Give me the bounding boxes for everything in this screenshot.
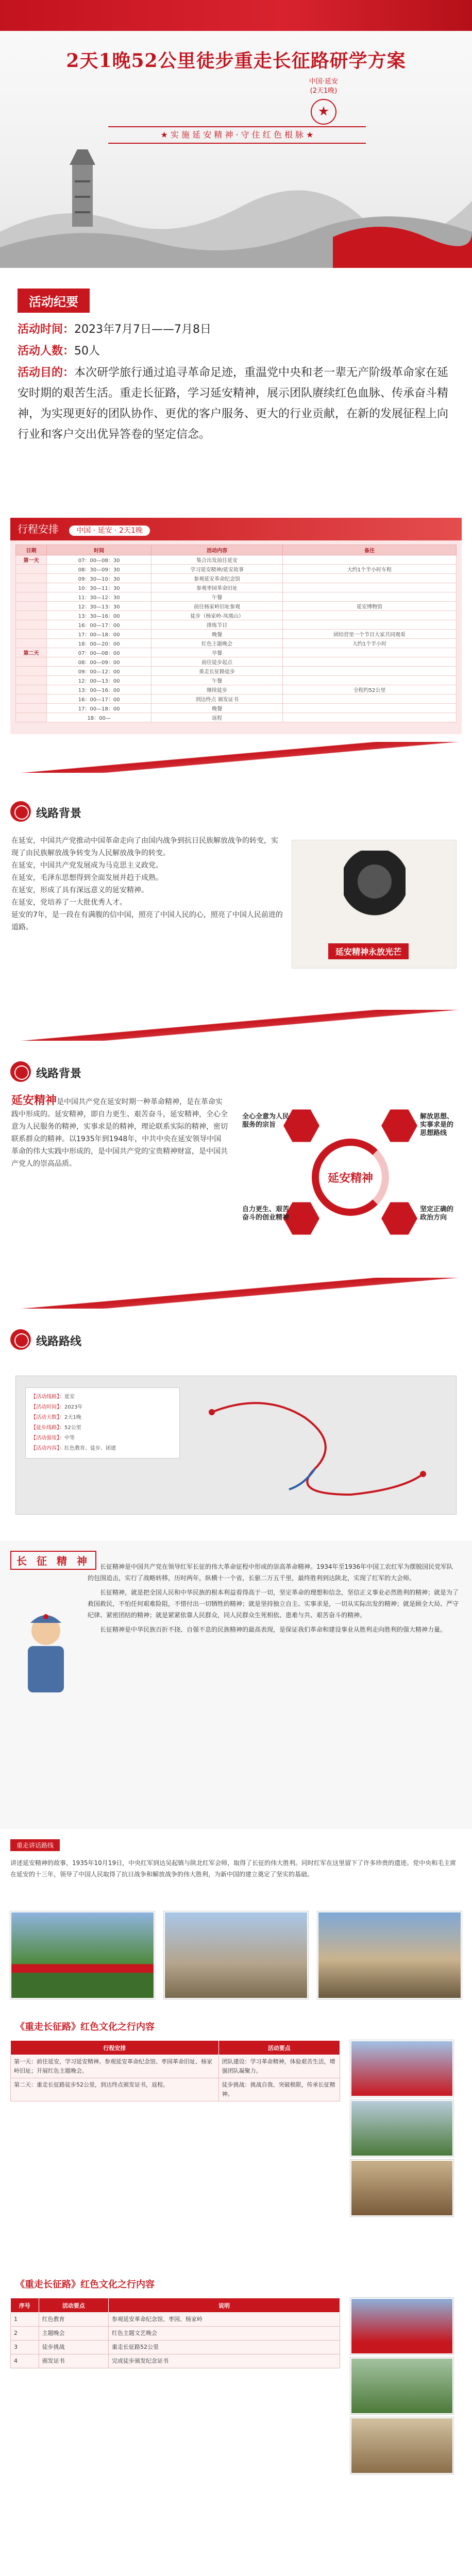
culture-side-photos xyxy=(350,2040,453,2219)
table-cell: 全程约52公里 xyxy=(283,685,457,694)
table-row xyxy=(16,713,457,722)
table-row xyxy=(11,2354,340,2368)
table-cell: 红色教育 xyxy=(39,2313,108,2327)
people-key: 活动人数： xyxy=(18,345,75,358)
table-cell: 集合出发前往延安 xyxy=(151,555,283,565)
itinerary-body xyxy=(16,555,457,722)
time-key: 活动时间： xyxy=(18,323,75,336)
table-row xyxy=(16,667,457,676)
info-value: 52公里 xyxy=(64,1425,81,1431)
purpose-key: 活动目的： xyxy=(18,366,75,379)
info-key: 【活动时间】： xyxy=(31,1404,64,1410)
table-cell: 徒步挑战：挑战自我、突破极限，传承长征精神。 xyxy=(218,2078,340,2102)
culture-1-header-row xyxy=(11,2041,340,2055)
table-cell: 晚餐 xyxy=(151,704,283,713)
table-cell: 参观枣园革命旧址 xyxy=(151,583,283,592)
column-header: 行程安排 xyxy=(11,2041,219,2055)
table-cell: 前往杨家岭旧址参观 xyxy=(151,602,283,611)
time-value: 2023年7月7日——7月8日 xyxy=(74,323,211,336)
table-cell: 重走长征路徒步 xyxy=(151,667,283,676)
portrait-caption: 延安精神永放光芒 xyxy=(328,943,409,959)
table-cell: 17：00—18：00 xyxy=(47,704,151,713)
table-cell: 到达终点 颁发证书 xyxy=(151,694,283,704)
background-paragraph: 在延安，形成了具有深远意义的延安精神。 xyxy=(11,886,148,894)
table-cell xyxy=(16,583,47,592)
long-march-text xyxy=(88,1561,459,1638)
table-cell xyxy=(283,555,457,565)
table-row xyxy=(11,2341,340,2354)
table-row xyxy=(16,592,457,602)
table-cell xyxy=(16,657,47,667)
table-cell: 延安博物馆 xyxy=(283,602,457,611)
background-paragraph: 在延安，中国共产党推动中国革命走向了由国内战争到抗日民族解放战争的转变，实现了由民族解放战争转变为人民解放战争的转变。 xyxy=(11,837,278,857)
table-row xyxy=(16,602,457,611)
table-cell: 继续徒步 xyxy=(151,685,283,694)
side-photo xyxy=(350,2298,453,2354)
top-red-band xyxy=(0,0,472,31)
table-row xyxy=(16,676,457,685)
route-path-illustration xyxy=(186,1381,444,1510)
table-cell: 09：30—10：30 xyxy=(47,574,151,583)
slogan-text: 实 施 延 安 精 神 · 守 住 红 色 根 脉 xyxy=(170,130,304,140)
culture-2-header-row xyxy=(11,2298,340,2313)
activity-purpose-row xyxy=(18,363,450,445)
table-cell: 红色主题晚会 xyxy=(151,639,283,648)
culture-1-body xyxy=(11,2055,340,2102)
table-row xyxy=(16,704,457,713)
table-row xyxy=(16,648,457,657)
table-cell: 参观延安革命纪念馆、枣园、杨家岭 xyxy=(109,2313,340,2327)
info-key: 【活动内容】： xyxy=(31,1446,64,1451)
table-cell: 完成徒步颁发纪念证书 xyxy=(109,2354,340,2368)
table-cell: 颁发证书 xyxy=(39,2354,108,2368)
table-cell: 第一天：前往延安，学习延安精神。参观延安革命纪念馆、枣园革命旧址、杨家岭旧址；开展红色主题晚会。 xyxy=(11,2055,219,2078)
long-march-paragraph: 长征精神，就是把全国人民和中华民族的根本利益看得高于一切，坚定革命的理想和信念，坚信正义事业必然胜利的精神；就是为了救国救民，不怕任何艰难险阻，不惜付出一切牺牲的精神；就是坚持独立自主、实事求是，一切从实际出发的精神；就是顾全大局、严守纪律、紧密团结的精神；就是紧紧依靠人民群众，同人民群众生死相依、患难与共、艰苦奋斗的精神。 xyxy=(88,1589,459,1619)
route-info-row xyxy=(31,1402,174,1413)
table-cell: 4 xyxy=(11,2354,39,2368)
table-cell xyxy=(16,685,47,694)
table-cell: 大约1个半小时车程 xyxy=(283,565,457,574)
long-march-spirit-section xyxy=(0,1540,472,1829)
red-flag-ribbon xyxy=(333,216,472,268)
column-header: 活动要点 xyxy=(39,2298,108,2313)
table-cell xyxy=(283,611,457,620)
table-cell: 08：00—09：00 xyxy=(47,657,151,667)
stamp-line-2: (2天1晚) xyxy=(310,87,338,95)
section-icon xyxy=(10,1061,31,1082)
table-cell: 1 xyxy=(11,2313,39,2327)
itinerary-panel xyxy=(10,518,462,734)
table-cell xyxy=(16,565,47,574)
long-march-paragraph: 长征精神是中国共产党在领导红军长征的伟大革命征程中形成的崇高革命精神。1934年至1936年中国工农红军为摆脱国民党军队的包围追击，实行了战略转移，历时两年，纵横十一个省，长驱二万五千里，最终胜利到达陕北，实现了红军的大会师。 xyxy=(88,1563,453,1582)
background-paragraph: 延安的7年，是一段在有满腹的信中国，照亮了中国人民的心，照亮了中国人民前进的道路。 xyxy=(11,911,283,931)
route-info-box xyxy=(25,1387,180,1459)
table-row xyxy=(11,2313,340,2327)
table-cell: 学习延安精神/延安故事 xyxy=(151,565,283,574)
table-cell: 07：00—08：00 xyxy=(47,648,151,657)
table-cell: 13：30—16：00 xyxy=(47,611,151,620)
route-map xyxy=(15,1376,457,1515)
table-cell xyxy=(283,583,457,592)
table-cell: 午餐 xyxy=(151,676,283,685)
table-row xyxy=(11,2078,340,2102)
background-paragraph: 在延安，党培养了一大批优秀人才。 xyxy=(11,899,127,907)
culture-table-1 xyxy=(10,2040,340,2102)
tour-text: 讲述延安精神的故事，1935年10月19日，中央红军到达吴起镇与陕北红军会师，取得了长征的伟大胜利。同时红军在这里留下了许多珍贵的遗迹。党中央和毛主席在延安的十三年，领导了中国人民取得了抗日战争和解放战争的伟大胜利，为新中国的建立奠定了坚实的基础。 xyxy=(10,1859,457,1878)
itinerary-title: 行程安排 xyxy=(18,523,59,535)
table-cell: 10：30—11：30 xyxy=(47,583,151,592)
star-seal-icon xyxy=(311,99,336,125)
table-row xyxy=(16,685,457,694)
tour-photo xyxy=(10,1911,155,1999)
table-cell xyxy=(16,713,47,722)
info-value: 2023年 xyxy=(64,1404,83,1410)
table-cell: 16：00—17：00 xyxy=(47,694,151,704)
table-cell xyxy=(16,611,47,620)
table-cell: 13：00—16：00 xyxy=(47,685,151,694)
page-title: 2天1晚52公里徒步重走长征路研学方案 xyxy=(66,50,406,72)
table-row xyxy=(16,555,457,565)
route-info-row xyxy=(31,1433,174,1444)
table-cell xyxy=(283,667,457,676)
hero-header xyxy=(0,0,472,268)
route-info-row xyxy=(31,1392,174,1402)
table-cell: 09：00—12：00 xyxy=(47,667,151,676)
info-value: 2天1晚 xyxy=(64,1415,81,1420)
tour-photo xyxy=(164,1911,308,1999)
route-info-row xyxy=(31,1444,174,1454)
table-cell xyxy=(283,676,457,685)
table-cell xyxy=(16,574,47,583)
table-cell: 早餐 xyxy=(151,648,283,657)
table-row xyxy=(16,611,457,620)
itinerary-header-row xyxy=(16,545,457,555)
side-photo xyxy=(350,2100,453,2157)
column-header: 备注 xyxy=(283,545,457,555)
table-row xyxy=(16,630,457,639)
route-title: 线路路线 xyxy=(36,1335,82,1348)
route-info-row xyxy=(31,1423,174,1433)
column-header: 日期 xyxy=(16,545,47,555)
red-ribbon-divider xyxy=(0,1010,472,1041)
column-header: 活动要点 xyxy=(218,2041,340,2055)
table-cell: 第二天：重走长征路徒步52公里，到达终点颁发证书，返程。 xyxy=(11,2078,219,2102)
table-cell: 前往徒步起点 xyxy=(151,657,283,667)
table-cell xyxy=(283,574,457,583)
background-text xyxy=(11,835,284,934)
table-cell: 徒步（杨家岭-凤凰山） xyxy=(151,611,283,620)
table-cell xyxy=(16,620,47,630)
table-cell: 徒步挑战 xyxy=(39,2341,108,2354)
table-cell: 团结营里一个节目大家共同观看 xyxy=(283,630,457,639)
culture-2-body xyxy=(11,2313,340,2368)
itinerary-subtitle: 中国 · 延安 · 2天1晚 xyxy=(69,526,150,536)
table-cell xyxy=(283,657,457,667)
info-key: 【徒步线路】： xyxy=(31,1425,64,1431)
wheel-label: 自力更生、艰苦奋斗的创业精神 xyxy=(242,1206,290,1222)
soldier-illustration xyxy=(12,1607,79,1695)
table-cell: 团队建设：学习革命精神，体验艰苦生活，增强团队凝聚力。 xyxy=(218,2055,340,2078)
wheel-center: 延安精神 xyxy=(312,1139,389,1216)
table-cell xyxy=(283,592,457,602)
table-cell xyxy=(16,602,47,611)
info-value: 中等 xyxy=(64,1435,75,1441)
spirit-highlight: 延安精神 xyxy=(11,1094,57,1107)
spirit-wheel-diagram xyxy=(242,1087,459,1257)
tour-pill: 重走讲话路线 xyxy=(10,1839,60,1851)
table-row xyxy=(16,565,457,574)
column-header: 序号 xyxy=(11,2298,39,2313)
culture-table-2 xyxy=(10,2298,340,2368)
info-value: 红色教育、徒步、团建 xyxy=(64,1446,116,1451)
table-cell: 08：30—09：30 xyxy=(47,565,151,574)
column-header: 时间 xyxy=(47,545,151,555)
wheel-label: 坚定正确的政治方向 xyxy=(420,1206,454,1222)
table-row xyxy=(16,620,457,630)
activity-people-row xyxy=(18,341,450,362)
side-photo xyxy=(350,2160,453,2216)
table-cell: 返程 xyxy=(151,713,283,722)
table-row xyxy=(11,2327,340,2341)
info-key: 【活动强度】： xyxy=(31,1435,64,1441)
route-info-row xyxy=(31,1413,174,1423)
table-cell: 主题晚会 xyxy=(39,2327,108,2341)
spirit-title: 线路背景 xyxy=(36,1067,82,1080)
table-cell xyxy=(283,620,457,630)
portrait-image xyxy=(344,851,406,928)
table-cell xyxy=(16,676,47,685)
table-cell: 第二天 xyxy=(16,648,47,657)
portrait-card xyxy=(292,840,457,969)
side-photo xyxy=(350,2417,453,2474)
star-icon: ★ xyxy=(306,130,314,140)
spirit-text xyxy=(11,1095,228,1170)
activity-time-row xyxy=(18,319,450,340)
wheel-label: 全心全意为人民服务的宗旨 xyxy=(242,1113,290,1129)
tour-photo xyxy=(317,1911,462,1999)
stamp-line-1: 中国·延安 xyxy=(309,78,339,86)
section-label: 活动纪要 xyxy=(18,289,90,313)
itinerary-header xyxy=(10,518,462,540)
table-cell: 18：00—20：00 xyxy=(47,639,151,648)
table-row xyxy=(16,583,457,592)
info-key: 【活动线路】： xyxy=(31,1394,64,1400)
table-cell: 2 xyxy=(11,2327,39,2341)
background-paragraph: 在延安，毛泽东思想得到全面发展并趋于成熟。 xyxy=(11,874,163,882)
table-cell xyxy=(16,630,47,639)
table-cell: 重走长征路52公里 xyxy=(109,2341,340,2354)
red-ribbon-divider xyxy=(0,742,472,773)
table-cell: 16：00—17：00 xyxy=(47,620,151,630)
table-cell xyxy=(16,667,47,676)
spirit-body: 是中国共产党在延安时期一种革命精神，是在革命实践中形成的。延安精神，即自力更生、艰苦奋斗，延安精神，全心全意为人民服务的精神，实事求是的精神，理论联系实际的精神，密切联系群众的精神。以1935年到1948年，中共中央在延安领导中国革命的伟大实践中形成的，是中国共产党的宝贵精神财富，是中国共产党人的崇高品质。 xyxy=(11,1098,228,1168)
table-cell: 12：00—13：00 xyxy=(47,676,151,685)
long-march-paragraph: 长征精神是中华民族百折不挠、自强不息的民族精神的最高表现，是保证我们革命和建设事业从胜利走向胜利的强大精神力量。 xyxy=(100,1626,447,1633)
table-cell: 11：30—12：30 xyxy=(47,592,151,602)
info-key: 【活动天数】： xyxy=(31,1415,64,1420)
table-cell: 第一天 xyxy=(16,555,47,565)
table-row xyxy=(16,657,457,667)
purpose-value: 本次研学旅行通过追寻革命足迹，重温党中央和老一辈无产阶级革命家在延安时期的艰苦生活。重走长征路，学习延安精神，展示团队赓续红色血脉、传承奋斗精神，为实现更好的团队协作、更优的客户服务、更大的行业贡献，在新的发展征程上向行业和客户交出优异答卷的坚定信念。 xyxy=(18,366,449,441)
table-cell: 大约1个半小时 xyxy=(283,639,457,648)
table-cell xyxy=(283,648,457,657)
red-ribbon-divider xyxy=(0,1278,472,1309)
background-title: 线路背景 xyxy=(36,807,82,820)
table-cell xyxy=(16,592,47,602)
people-value: 50人 xyxy=(74,345,100,358)
table-row xyxy=(16,639,457,648)
section-icon xyxy=(10,1329,31,1350)
table-cell xyxy=(16,704,47,713)
table-cell xyxy=(283,713,457,722)
table-cell: 18：00— xyxy=(47,713,151,722)
table-cell: 3 xyxy=(11,2341,39,2354)
culture-title: 《重走长征路》红色文化之行内容 xyxy=(15,2279,155,2290)
wheel-node xyxy=(381,1108,417,1144)
table-row xyxy=(16,694,457,704)
table-cell: 排练节目 xyxy=(151,620,283,630)
wheel-node xyxy=(381,1200,417,1236)
table-row xyxy=(11,2055,340,2078)
location-stamp xyxy=(307,77,341,125)
background-paragraph: 在延安，中国共产党发展成为马克思主义政党。 xyxy=(11,861,163,870)
side-photo xyxy=(350,2040,453,2097)
section-icon xyxy=(10,801,31,822)
table-cell xyxy=(283,694,457,704)
side-photo xyxy=(350,2358,453,2414)
table-cell: 参观延安革命纪念馆 xyxy=(151,574,283,583)
table-cell: 17：00—18：00 xyxy=(47,630,151,639)
info-value: 延安 xyxy=(64,1394,75,1400)
table-cell: 红色主题文艺晚会 xyxy=(109,2327,340,2341)
column-header: 说明 xyxy=(109,2298,340,2313)
table-cell xyxy=(16,694,47,704)
culture-side-photos xyxy=(350,2298,453,2477)
table-row xyxy=(16,574,457,583)
table-cell: 07：00—08：30 xyxy=(47,555,151,565)
slogan-banner xyxy=(108,126,366,144)
table-cell: 午餐 xyxy=(151,592,283,602)
column-header: 活动内容 xyxy=(151,545,283,555)
table-cell: 12：30—13：30 xyxy=(47,602,151,611)
culture-title: 《重走长征路》红色文化之行内容 xyxy=(15,2022,155,2032)
itinerary-table xyxy=(15,545,457,722)
table-cell xyxy=(16,639,47,648)
long-march-tag: 长 征 精 神 xyxy=(10,1551,96,1570)
table-cell: 晚餐 xyxy=(151,630,283,639)
star-icon: ★ xyxy=(160,130,168,140)
table-cell xyxy=(283,704,457,713)
wheel-label: 解放思想、实事求是的思想路线 xyxy=(420,1113,454,1137)
